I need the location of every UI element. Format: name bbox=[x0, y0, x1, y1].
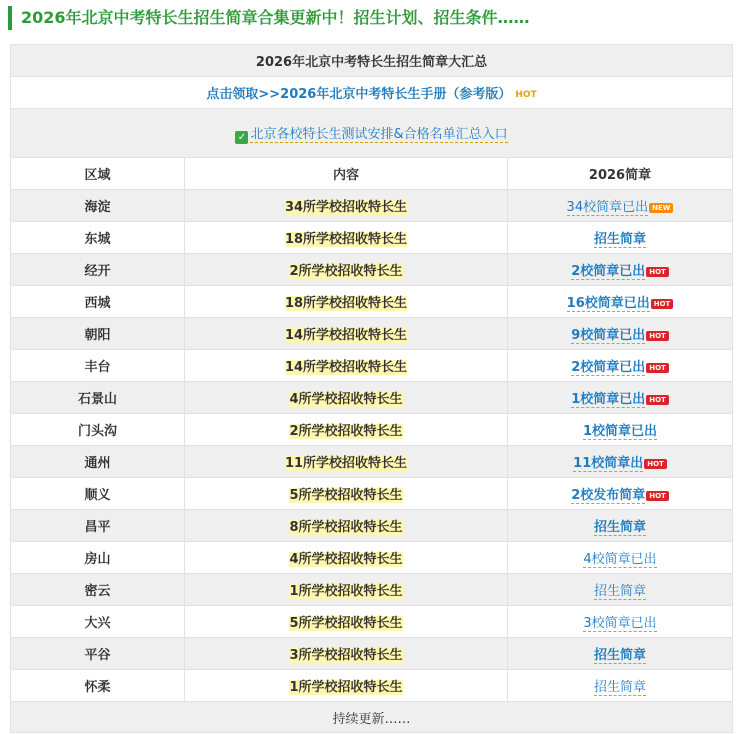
content-text: 11所学校招收特长生 bbox=[284, 456, 408, 471]
brochure-cell bbox=[508, 254, 733, 286]
column-header-content: 内容 bbox=[185, 158, 508, 190]
content-text: 5所学校招收特长生 bbox=[289, 616, 403, 631]
brochure-cell bbox=[508, 606, 733, 638]
brochure-cell bbox=[508, 542, 733, 574]
brochure-link[interactable]: 招生简章 bbox=[594, 232, 647, 247]
district-cell: 房山 bbox=[11, 542, 185, 574]
district-cell: 大兴 bbox=[11, 606, 185, 638]
table-row bbox=[11, 222, 733, 254]
table-row bbox=[11, 574, 733, 606]
table-row bbox=[11, 478, 733, 510]
brochure-cell bbox=[508, 446, 733, 478]
district-cell: 平谷 bbox=[11, 638, 185, 670]
table-row bbox=[11, 670, 733, 702]
table-row bbox=[11, 190, 733, 222]
content-cell bbox=[185, 446, 508, 478]
content-cell bbox=[185, 222, 508, 254]
checkmark-icon: ✓ bbox=[235, 131, 248, 144]
content-cell bbox=[185, 318, 508, 350]
content-text: 5所学校招收特长生 bbox=[289, 488, 403, 503]
content-text: 34所学校招收特长生 bbox=[284, 200, 408, 215]
district-cell: 丰台 bbox=[11, 350, 185, 382]
content-text: 3所学校招收特长生 bbox=[289, 648, 403, 663]
page-heading: 2026年北京中考特长生招生简章合集更新中！招生计划、招生条件…… bbox=[8, 6, 741, 30]
content-text: 1所学校招收特长生 bbox=[289, 584, 403, 599]
content-text: 4所学校招收特长生 bbox=[289, 392, 403, 407]
brochure-link[interactable]: 11校简章出 bbox=[573, 456, 644, 471]
table-title-row bbox=[11, 45, 733, 77]
district-cell: 昌平 bbox=[11, 510, 185, 542]
hot-badge: HOT bbox=[646, 491, 669, 501]
entry-link[interactable]: 北京各校特长生测试安排&合格名单汇总入口 bbox=[250, 126, 508, 142]
brochure-cell bbox=[508, 478, 733, 510]
content-text: 14所学校招收特长生 bbox=[284, 360, 408, 375]
brochure-link[interactable]: 招生简章 bbox=[594, 680, 647, 695]
admissions-table bbox=[10, 44, 733, 733]
hot-badge: HOT bbox=[646, 363, 669, 373]
entry-row bbox=[11, 109, 733, 158]
district-cell: 东城 bbox=[11, 222, 185, 254]
content-cell bbox=[185, 542, 508, 574]
brochure-link[interactable]: 1校简章已出 bbox=[582, 424, 658, 439]
district-cell: 顺义 bbox=[11, 478, 185, 510]
hot-label: HOT bbox=[515, 89, 537, 100]
table-row bbox=[11, 318, 733, 350]
table-row bbox=[11, 350, 733, 382]
hot-badge: HOT bbox=[646, 331, 669, 341]
brochure-link[interactable]: 3校简章已出 bbox=[583, 616, 657, 631]
brochure-cell bbox=[508, 382, 733, 414]
brochure-link[interactable]: 2校简章已出 bbox=[571, 360, 646, 375]
district-cell: 海淀 bbox=[11, 190, 185, 222]
table-row bbox=[11, 286, 733, 318]
hot-badge: HOT bbox=[644, 459, 667, 469]
hot-badge: HOT bbox=[651, 299, 674, 309]
brochure-cell bbox=[508, 318, 733, 350]
district-cell: 密云 bbox=[11, 574, 185, 606]
district-cell: 朝阳 bbox=[11, 318, 185, 350]
brochure-link[interactable]: 4校简章已出 bbox=[583, 552, 657, 567]
brochure-link[interactable]: 招生简章 bbox=[594, 520, 647, 535]
column-header-brochure: 2026简章 bbox=[508, 158, 733, 190]
content-cell bbox=[185, 478, 508, 510]
brochure-link[interactable]: 1校简章已出 bbox=[571, 392, 646, 407]
content-cell bbox=[185, 254, 508, 286]
district-cell: 西城 bbox=[11, 286, 185, 318]
table-row bbox=[11, 606, 733, 638]
content-cell bbox=[185, 606, 508, 638]
table-footer-row bbox=[11, 702, 733, 733]
content-cell bbox=[185, 190, 508, 222]
content-cell bbox=[185, 638, 508, 670]
handbook-row bbox=[11, 77, 733, 109]
content-cell bbox=[185, 350, 508, 382]
brochure-link[interactable]: 2校发布简章 bbox=[571, 488, 646, 503]
table-row bbox=[11, 446, 733, 478]
content-text: 2所学校招收特长生 bbox=[289, 264, 403, 279]
district-cell: 门头沟 bbox=[11, 414, 185, 446]
brochure-cell bbox=[508, 222, 733, 254]
content-cell bbox=[185, 382, 508, 414]
content-text: 4所学校招收特长生 bbox=[289, 552, 403, 567]
district-cell: 石景山 bbox=[11, 382, 185, 414]
content-cell bbox=[185, 414, 508, 446]
footer-text: 持续更新…… bbox=[11, 702, 733, 733]
district-cell: 经开 bbox=[11, 254, 185, 286]
handbook-link[interactable]: 点击领取>>2026年北京中考特长生手册（参考版） bbox=[206, 87, 512, 102]
table-row bbox=[11, 414, 733, 446]
brochure-cell bbox=[508, 670, 733, 702]
hot-badge: HOT bbox=[646, 267, 669, 277]
hot-badge: HOT bbox=[646, 395, 669, 405]
content-text: 1所学校招收特长生 bbox=[289, 680, 403, 695]
brochure-cell bbox=[508, 286, 733, 318]
table-row bbox=[11, 382, 733, 414]
table-row bbox=[11, 510, 733, 542]
brochure-link[interactable]: 9校简章已出 bbox=[571, 328, 646, 343]
table-row bbox=[11, 254, 733, 286]
brochure-cell bbox=[508, 510, 733, 542]
content-cell bbox=[185, 510, 508, 542]
brochure-link[interactable]: 2校简章已出 bbox=[571, 264, 646, 279]
table-row bbox=[11, 542, 733, 574]
content-cell bbox=[185, 286, 508, 318]
content-cell bbox=[185, 670, 508, 702]
table-row bbox=[11, 638, 733, 670]
brochure-cell bbox=[508, 190, 733, 222]
brochure-cell bbox=[508, 574, 733, 606]
brochure-link[interactable]: 34校简章已出 bbox=[566, 200, 649, 215]
content-cell bbox=[185, 574, 508, 606]
brochure-link[interactable]: 16校简章已出 bbox=[566, 296, 650, 311]
brochure-cell bbox=[508, 414, 733, 446]
brochure-cell bbox=[508, 638, 733, 670]
brochure-link[interactable]: 招生简章 bbox=[594, 648, 647, 663]
district-cell: 通州 bbox=[11, 446, 185, 478]
table-title: 2026年北京中考特长生招生简章大汇总 bbox=[11, 45, 733, 77]
content-text: 14所学校招收特长生 bbox=[284, 328, 408, 343]
brochure-cell bbox=[508, 350, 733, 382]
column-header-district: 区域 bbox=[11, 158, 185, 190]
content-text: 2所学校招收特长生 bbox=[289, 424, 403, 439]
content-text: 8所学校招收特长生 bbox=[289, 520, 403, 535]
new-badge: NEW bbox=[649, 203, 673, 213]
table-header-row bbox=[11, 158, 733, 190]
content-text: 18所学校招收特长生 bbox=[284, 296, 408, 311]
district-cell: 怀柔 bbox=[11, 670, 185, 702]
brochure-link[interactable]: 招生简章 bbox=[594, 584, 647, 599]
content-text: 18所学校招收特长生 bbox=[284, 232, 408, 247]
